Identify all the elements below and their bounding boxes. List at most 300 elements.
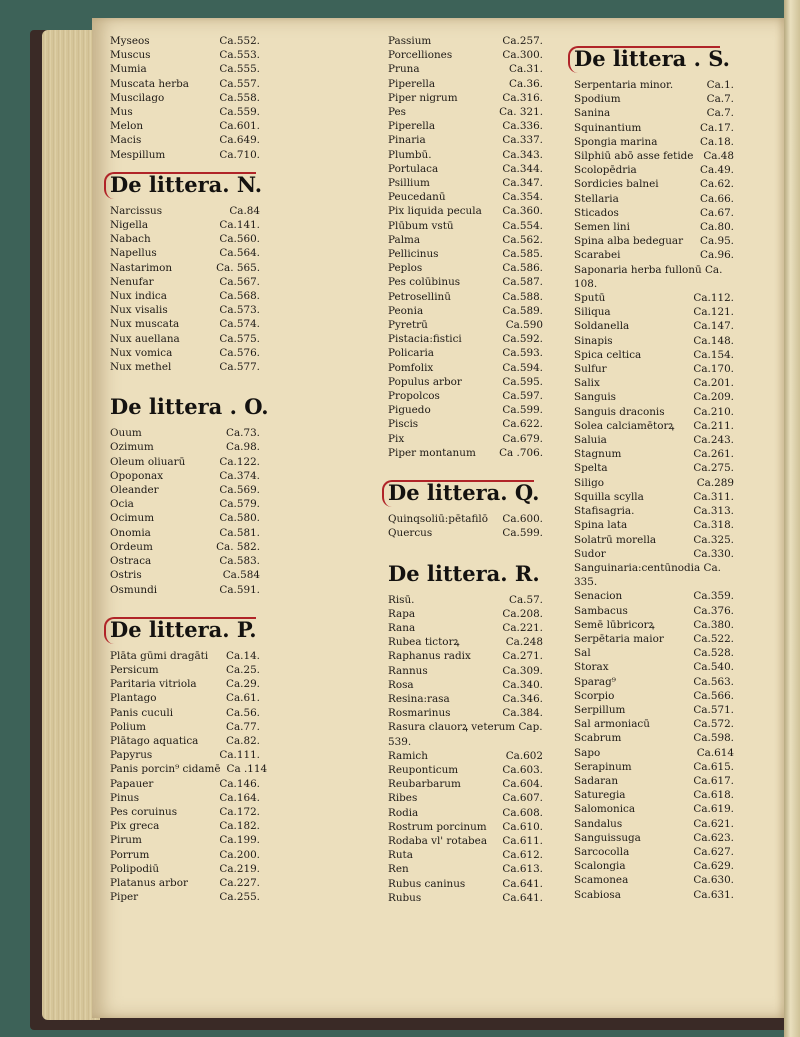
index-entry [574, 476, 734, 490]
index-entry [388, 261, 543, 275]
entry-chapter-ref: Ca.593. [502, 347, 543, 360]
entry-chapter-ref: Ca.567. [219, 275, 260, 288]
entry-chapter-ref: Ca.528. [693, 647, 734, 660]
entry-name: Sanguissuga [574, 831, 641, 844]
entry-name: Papyrus [110, 749, 153, 762]
entry-name: Ostris [110, 569, 142, 582]
entry-name: Porcelliones [388, 49, 453, 62]
entry-name: Spina alba bedeguar [574, 235, 684, 248]
index-entry [574, 319, 734, 333]
entry-chapter-ref: Ca.623. [693, 831, 734, 844]
section-s-3 [574, 589, 800, 901]
index-entry [110, 133, 260, 147]
index-entry [574, 504, 734, 518]
entry-name: Semen lini [574, 221, 630, 234]
index-entry [110, 511, 260, 525]
entry-chapter-ref: Ca.380. [693, 618, 734, 631]
entry-name: Ribes [388, 792, 418, 805]
entry-name: Semē lūbricorꝝ [574, 618, 655, 631]
entry-name: Senacion [574, 590, 623, 603]
entry-chapter-ref: Ca.584 [222, 569, 260, 582]
index-entry [574, 703, 734, 717]
index-entry [574, 461, 734, 475]
entry-chapter-ref: Ca.271. [502, 650, 543, 663]
index-entry [574, 618, 734, 632]
entry-chapter-ref: Ca.48 [703, 150, 734, 163]
index-entry [110, 246, 260, 260]
entry-name: Spodium [574, 93, 621, 106]
entry-chapter-ref: Ca.552. [219, 35, 260, 47]
index-entry [110, 469, 260, 483]
index-entry [574, 760, 734, 774]
entry-chapter-ref: Ca.200. [219, 848, 260, 861]
entry-name: Piper [110, 891, 139, 904]
index-entry [110, 762, 268, 776]
entry-name: Ocia [110, 498, 134, 511]
index-entry [388, 176, 543, 190]
index-entry [110, 583, 260, 597]
entry-chapter-ref: Ca.604. [502, 778, 543, 791]
entry-chapter-ref: Ca.594. [502, 361, 543, 374]
index-entry [574, 291, 734, 305]
entry-name: Rosmarinus [388, 707, 451, 720]
entry-name: Pix liquida pecula [388, 205, 482, 218]
entry-name: Spica celtica [574, 348, 642, 361]
entry-name: Squilla scylla [574, 490, 644, 503]
index-entry [110, 261, 260, 275]
index-entry [574, 845, 734, 859]
entry-name: Mespillum [110, 148, 166, 161]
entry-chapter-ref: Ca.289 [696, 476, 734, 489]
entry-name: Panis cuculi [110, 706, 174, 719]
index-entry [574, 234, 734, 248]
index-entry [110, 148, 260, 162]
entry-name: Pix [388, 432, 405, 445]
index-entry [388, 806, 543, 820]
entry-chapter-ref: Ca.360. [502, 205, 543, 218]
entry-name: Spelta [574, 462, 608, 475]
entry-name: Oleum oliuarū [110, 455, 186, 468]
index-entry [110, 317, 260, 331]
index-entry [388, 862, 543, 876]
entry-name: Risū. [388, 593, 415, 606]
index-entry [574, 121, 734, 135]
entry-name: Pix greca [110, 820, 160, 833]
index-entry [574, 106, 734, 120]
entry-name: Muscus [110, 49, 151, 62]
index-entry [110, 232, 260, 246]
entry-name: Ocimum [110, 512, 155, 525]
index-entry [110, 289, 260, 303]
entry-name: Sanina [574, 107, 611, 120]
entry-name: Plātago aquatica [110, 734, 199, 747]
entry-name: Muscata herba [110, 77, 190, 90]
entry-name: Sulfur [574, 363, 607, 376]
entry-chapter-ref: Ca.614 [696, 746, 734, 759]
entry-chapter-ref: Ca.347. [502, 177, 543, 190]
entry-name: Plūbum vstū [388, 219, 454, 232]
index-entry [110, 455, 260, 469]
entry-chapter-ref: Ca.221. [502, 621, 543, 634]
entry-chapter-ref: Ca.579. [219, 498, 260, 511]
entry-chapter-ref: Ca.679. [502, 432, 543, 445]
index-entry [388, 692, 543, 706]
entry-name: Opoponax [110, 469, 164, 482]
entry-chapter-ref: Ca.182. [219, 820, 260, 833]
entry-chapter-ref: Ca.599. [502, 404, 543, 417]
entry-chapter-ref: Ca.255. [219, 891, 260, 904]
index-entry [110, 890, 260, 904]
entry-name: Palma [388, 233, 421, 246]
index-entry [110, 119, 260, 133]
entry-name: Sal [574, 647, 591, 660]
index-entry [574, 817, 734, 831]
entry-name: Solatrū morella [574, 533, 657, 546]
entry-chapter-ref: Ca.7. [706, 93, 734, 106]
index-entry [110, 791, 260, 805]
entry-chapter-ref: Ca.201. [693, 377, 734, 390]
entry-chapter-ref: Ca .114 [226, 763, 268, 776]
index-entry [110, 540, 260, 554]
entry-chapter-ref: Ca.598. [693, 732, 734, 745]
index-entry [110, 677, 260, 691]
entry-chapter-ref: Ca.583. [219, 555, 260, 568]
entry-name: Plāta gūmi dragāti [110, 649, 209, 662]
entry-chapter-ref: Ca.111. [219, 749, 260, 762]
entry-chapter-ref: Ca.649. [219, 134, 260, 147]
entry-name: Saluia [574, 434, 607, 447]
index-entry [388, 649, 543, 663]
entry-name: Sinapis [574, 334, 613, 347]
entry-name: Saturegia [574, 789, 626, 802]
entry-chapter-ref: Ca.576. [219, 346, 260, 359]
entry-name: Sapo [574, 746, 601, 759]
entry-chapter-ref: Ca.553. [219, 49, 260, 62]
index-entry [574, 632, 734, 646]
index-entry [388, 706, 543, 720]
entry-chapter-ref: Ca.29. [226, 678, 260, 691]
entry-name: Ren [388, 863, 409, 876]
entry-chapter-ref: Ca.49. [700, 164, 734, 177]
entry-chapter-ref: Ca.597. [502, 390, 543, 403]
entry-name: Scolopēdria [574, 164, 637, 177]
entry-name: Scarabei [574, 249, 621, 262]
entry-name: Passium [388, 35, 432, 47]
index-entry [110, 218, 260, 232]
entry-name: Ramich [388, 749, 428, 762]
index-entry [574, 518, 734, 532]
entry-chapter-ref: Ca.641. [502, 891, 543, 904]
entry-saponaria: Saponaria herba fullonū Ca. 108. [574, 263, 723, 290]
entry-chapter-ref: Ca.31. [509, 63, 543, 76]
entry-name: Spina lata [574, 519, 628, 532]
heading-letter-r: De littera. R. [388, 560, 540, 586]
index-entry [574, 802, 734, 816]
entry-name: Plantago [110, 692, 157, 705]
index-entry [110, 663, 260, 677]
entry-name: Stagnum [574, 448, 622, 461]
entry-chapter-ref: Ca.1. [706, 79, 734, 91]
entry-chapter-ref: Ca.309. [502, 664, 543, 677]
entry-chapter-ref: Ca.248 [505, 636, 543, 649]
index-entry [110, 426, 260, 440]
entry-chapter-ref: Ca.562. [502, 233, 543, 246]
entry-name: Sticados [574, 206, 619, 219]
index-entry [388, 417, 543, 431]
entry-chapter-ref: Ca.564. [219, 247, 260, 260]
index-entry [110, 497, 260, 511]
index-entry [574, 419, 734, 433]
index-entry [574, 362, 734, 376]
entry-chapter-ref: Ca.595. [502, 375, 543, 388]
entry-name: Serpillum [574, 703, 626, 716]
entry-chapter-ref: Ca.336. [502, 120, 543, 133]
entry-name: Nux visalis [110, 304, 168, 317]
index-entry [574, 376, 734, 390]
entry-chapter-ref: Ca.607. [502, 792, 543, 805]
entry-chapter-ref: Ca.14. [226, 649, 260, 662]
entry-name: Rannus [388, 664, 428, 677]
index-entry [574, 859, 734, 873]
entry-name: Sadaran [574, 774, 619, 787]
index-entry [574, 888, 734, 902]
entry-chapter-ref: Ca.313. [693, 505, 734, 518]
entry-chapter-ref: Ca.257. [502, 35, 543, 47]
index-entry [574, 646, 734, 660]
entry-name: Salix [574, 377, 600, 390]
entry-name: Pellicinus [388, 248, 439, 261]
entry-chapter-ref: Ca.141. [219, 219, 260, 232]
entry-chapter-ref: Ca.591. [219, 583, 260, 596]
index-entry [388, 593, 543, 607]
entry-name: Sanguis draconis [574, 405, 665, 418]
index-entry [110, 777, 260, 791]
index-entry [574, 220, 734, 234]
entry-chapter-ref: Ca. 321. [499, 106, 543, 119]
index-entry [574, 604, 734, 618]
entry-chapter-ref: Ca.641. [502, 877, 543, 890]
entry-chapter-ref: Ca.95. [700, 235, 734, 248]
entry-name: Policaria [388, 347, 434, 360]
entry-name: Sanguis [574, 391, 617, 404]
entry-name: Sandalus [574, 817, 623, 830]
entry-chapter-ref: Ca.316. [502, 91, 543, 104]
entry-chapter-ref: Ca.615. [693, 760, 734, 773]
entry-chapter-ref: Ca.243. [693, 434, 734, 447]
index-entry [110, 62, 260, 76]
entry-chapter-ref: Ca.571. [693, 703, 734, 716]
entry-name: Paritaria vitriola [110, 678, 197, 691]
entry-name: Sal armoniacū [574, 718, 650, 731]
entry-chapter-ref: Ca.18. [700, 135, 734, 148]
entry-chapter-ref: Ca.585. [502, 248, 543, 261]
entry-chapter-ref: Ca.629. [693, 860, 734, 873]
entry-name: Macis [110, 134, 142, 147]
entry-name: Scalongia [574, 860, 626, 873]
index-entry [388, 219, 543, 233]
entry-name: Muscilago [110, 91, 165, 104]
entry-name: Ruta [388, 849, 413, 862]
entry-chapter-ref: Ca.589. [502, 304, 543, 317]
index-entry [388, 389, 543, 403]
entry-chapter-ref: Ca.575. [219, 332, 260, 345]
entry-chapter-ref: Ca.558. [219, 91, 260, 104]
entry-chapter-ref: Ca.96. [700, 249, 734, 262]
entry-chapter-ref: Ca.566. [693, 689, 734, 702]
entry-chapter-ref: Ca.588. [502, 290, 543, 303]
entry-name: Storax [574, 661, 609, 674]
index-entry [110, 554, 260, 568]
index-entry [388, 247, 543, 261]
entry-name: Piper nigrum [388, 91, 458, 104]
index-entry [110, 91, 260, 105]
entry-name: Napellus [110, 247, 157, 260]
entry-name: Rubus caninus [388, 877, 466, 890]
entry-name: Polium [110, 720, 147, 733]
entry-chapter-ref: Ca.376. [693, 604, 734, 617]
entry-chapter-ref: Ca.608. [502, 806, 543, 819]
index-entry [388, 346, 543, 360]
entry-name: Squinantium [574, 121, 642, 134]
entry-name: Sputū [574, 292, 606, 305]
entry-name: Rapa [388, 607, 416, 620]
entry-chapter-ref: Ca.340. [502, 678, 543, 691]
entry-chapter-ref: Ca.73. [226, 427, 260, 440]
entry-chapter-ref: Ca.337. [502, 134, 543, 147]
index-entry [388, 318, 543, 332]
entry-name: Onomia [110, 526, 151, 539]
entry-name: Nux vomica [110, 346, 173, 359]
entry-chapter-ref: Ca.7. [706, 107, 734, 120]
entry-name: Nux auellana [110, 332, 180, 345]
index-entry [388, 304, 543, 318]
index-entry [388, 162, 543, 176]
index-entry [574, 746, 734, 760]
index-entry [574, 206, 734, 220]
entry-chapter-ref: Ca.62. [700, 178, 734, 191]
entry-name: Piper montanum [388, 446, 476, 459]
entry-chapter-ref: Ca.599. [502, 527, 543, 540]
index-entry [110, 568, 260, 582]
entry-name: Rodia [388, 806, 419, 819]
entry-name: Reubarbarum [388, 778, 461, 791]
entry-name: Plumbū. [388, 148, 432, 161]
index-entry [110, 77, 260, 91]
heading-letter-n: De littera. N. [110, 170, 350, 200]
entry-name: Sparag⁹ [574, 675, 616, 688]
entry-chapter-ref: Ca.343. [502, 148, 543, 161]
index-entry [388, 119, 543, 133]
entry-name: Pinus [110, 791, 140, 804]
entry-name: Serpētaria maior [574, 632, 664, 645]
entry-chapter-ref: Ca.261. [693, 448, 734, 461]
index-entry [388, 678, 543, 692]
entry-chapter-ref: Ca.56. [226, 706, 260, 719]
entry-name: Persicum [110, 663, 159, 676]
index-entry [574, 717, 734, 731]
entry-name: Serpentaria minor. [574, 79, 674, 91]
entry-chapter-ref: Ca.374. [219, 469, 260, 482]
entry-chapter-ref: Ca.98. [226, 441, 260, 454]
index-entry [388, 48, 543, 62]
entry-name: Serapinum [574, 760, 632, 773]
entry-name: Nigella [110, 219, 149, 232]
entry-name: Rubus [388, 891, 422, 904]
index-entry [574, 433, 734, 447]
index-entry [110, 748, 260, 762]
heading-letter-o: De littera . O. [110, 394, 269, 420]
entry-chapter-ref: Ca.560. [219, 233, 260, 246]
entry-chapter-ref: Ca.300. [502, 49, 543, 62]
index-entry [574, 334, 734, 348]
entry-chapter-ref: Ca.592. [502, 333, 543, 346]
entry-name: Quinqsoliū:pētafilō [388, 513, 488, 526]
entry-name: Stafisagria. [574, 505, 635, 518]
entry-name: Portulaca [388, 162, 439, 175]
entry-name: Sambacus [574, 604, 628, 617]
index-entry [388, 204, 543, 218]
entry-chapter-ref: Ca.580. [219, 512, 260, 525]
entry-chapter-ref: Ca.82. [226, 734, 260, 747]
entry-chapter-ref: Ca.311. [693, 490, 734, 503]
index-entry [110, 876, 260, 890]
index-entry [388, 77, 543, 91]
entry-chapter-ref: Ca.554. [502, 219, 543, 232]
entry-chapter-ref: Ca.631. [693, 888, 734, 901]
entry-chapter-ref: Ca.318. [693, 519, 734, 532]
index-entry [388, 233, 543, 247]
entry-name: Silphiū abō asse fetide [574, 150, 694, 163]
entry-chapter-ref: Ca.66. [700, 192, 734, 205]
index-entry [388, 375, 543, 389]
entry-name: Rodaba vl' rotabea [388, 834, 488, 847]
entry-rasura: Rasura clauorꝝ veterum Cap. 539. [388, 721, 543, 748]
index-entry [574, 547, 734, 561]
entry-name: Narcissus [110, 204, 163, 217]
index-entry [110, 346, 260, 360]
entry-chapter-ref: Ca.522. [693, 632, 734, 645]
entry-name: Spongia marina [574, 135, 658, 148]
entry-chapter-ref: Ca.621. [693, 817, 734, 830]
index-entry [110, 483, 260, 497]
section-n [110, 204, 350, 374]
entry-name: Sudor [574, 547, 606, 560]
entry-name: Piscis [388, 418, 419, 431]
entry-name: Osmundi [110, 583, 158, 596]
entry-chapter-ref: Ca.568. [219, 290, 260, 303]
index-entry [388, 361, 543, 375]
entry-chapter-ref: Ca.601. [219, 120, 260, 133]
entry-chapter-ref: Ca.36. [509, 77, 543, 90]
index-entry [574, 149, 734, 163]
entry-name: Platanus arbor [110, 876, 188, 889]
entry-chapter-ref: Ca.586. [502, 262, 543, 275]
index-entry [574, 390, 734, 404]
entry-name: Sarcocolla [574, 845, 630, 858]
entry-chapter-ref: Ca.569. [219, 484, 260, 497]
index-entry [388, 432, 543, 446]
entry-chapter-ref: Ca.602 [505, 749, 543, 762]
index-entry [388, 791, 543, 805]
entry-name: Peonia [388, 304, 424, 317]
index-entry [574, 689, 734, 703]
index-entry [574, 675, 734, 689]
entry-chapter-ref: Ca.574. [219, 318, 260, 331]
entry-chapter-ref: Ca.210. [693, 405, 734, 418]
entry-chapter-ref: Ca.148. [693, 334, 734, 347]
entry-chapter-ref: Ca.540. [693, 661, 734, 674]
entry-chapter-ref: Ca.557. [219, 77, 260, 90]
